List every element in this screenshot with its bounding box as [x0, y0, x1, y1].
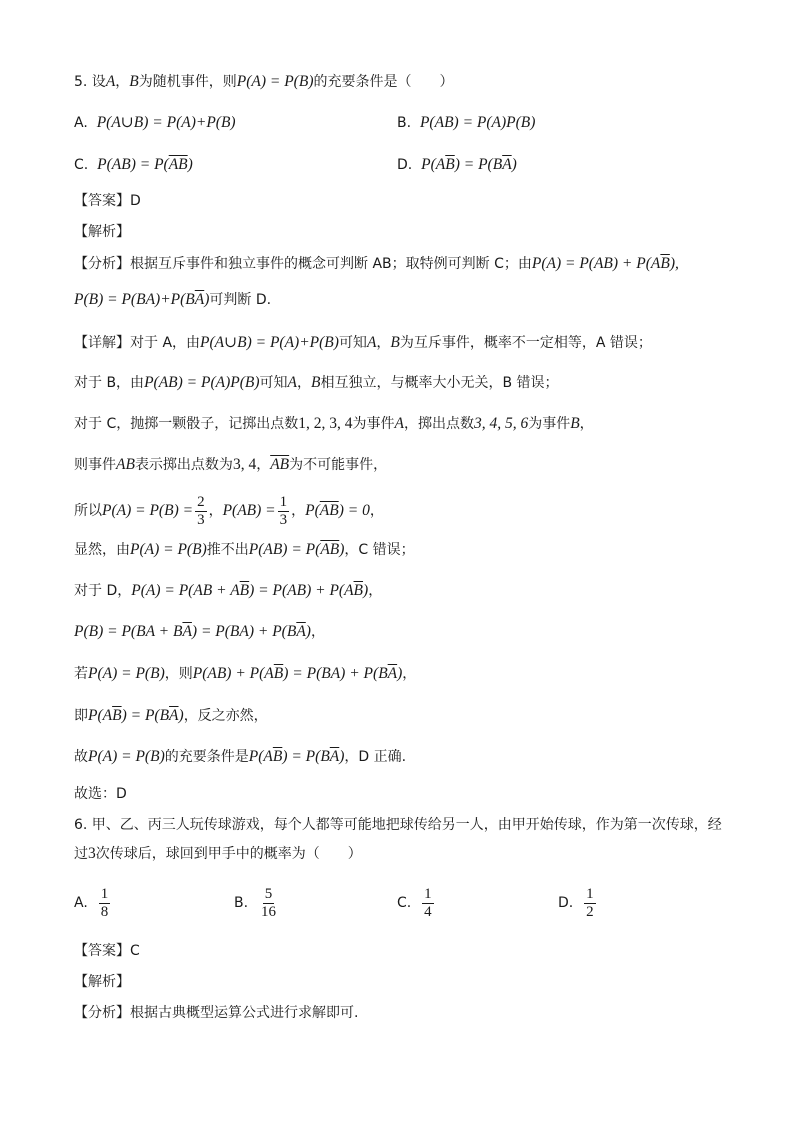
math-var: B [570, 415, 580, 432]
analysis-tag: 【解析】 [74, 224, 130, 240]
answer-tag: 【答案】 [74, 193, 130, 209]
text: 则事件 [74, 457, 116, 473]
q6-analysis-tag [74, 972, 130, 992]
text: ，C 错误； [344, 542, 415, 558]
math-overline: $\overline{B}$ [273, 665, 284, 682]
math-overline: $\overline{B}$ [239, 582, 250, 599]
math-expr: P(A [88, 707, 113, 724]
math-expr: P(A) = P(B) [88, 665, 165, 682]
q5-detail-line7 [74, 581, 382, 601]
q6-stem-text: 6. 甲、乙、丙三人玩传球游戏，每个人都等可能地把球传给另一人，由甲开始传球，作为第一次传球，经 [74, 817, 722, 833]
math-var: A [105, 73, 116, 90]
q5-detail-line6 [74, 540, 415, 560]
q5-detail-line4 [74, 455, 387, 475]
q6-option-b [234, 884, 280, 922]
punct: ， [376, 335, 391, 351]
fraction-numerator: 1 [100, 885, 109, 902]
text: 对于 D， [74, 583, 132, 599]
q6-option-a [74, 884, 112, 922]
q6-answer [74, 941, 140, 961]
math-numbers: 3, 4, 5, 6 [473, 415, 529, 432]
math-number: 3 [88, 845, 96, 862]
analysis-tag: 【解析】 [74, 974, 130, 990]
math-expr: ) = P(BA) + P(B [191, 623, 297, 640]
text: 对于 B，由 [74, 375, 145, 391]
math-overline: $\overline{B}$ [272, 748, 283, 765]
fenxi-tag: 【分析】 [74, 1005, 130, 1021]
text: ，D 正确. [344, 749, 407, 765]
punct: ， [368, 583, 383, 599]
math-var: B [311, 374, 321, 391]
fraction [278, 494, 290, 529]
math-var: B [390, 334, 400, 351]
q6-stem-line1 [74, 815, 722, 835]
answer-value: D [130, 193, 141, 209]
math-var: AB [116, 456, 135, 473]
math-expr: P(A) = P(B) [88, 748, 165, 765]
math-overline: $\overline{A}$ [387, 665, 398, 682]
math-expr: P(AB) = P(A)P(B) [419, 114, 536, 131]
math-expr: P(B) = P(BA)+P(B [74, 291, 195, 308]
q6-option-d [558, 884, 598, 922]
math-expr: ) = P(BA) + P(B [283, 665, 388, 682]
answer-tag: 【答案】 [74, 943, 130, 959]
math-overline: $\overline{AB}$ [319, 502, 339, 519]
math-overline: $\overline{A}$ [182, 623, 192, 640]
math-overline: $\overline{AB}$ [270, 456, 290, 473]
text: 即 [74, 708, 88, 724]
answer-value: C [130, 943, 140, 959]
math-expr: P(A) = P(AB + A [131, 582, 240, 599]
text: 对于 A，由 [130, 335, 201, 351]
punct: ， [297, 375, 311, 391]
q6-stem-line2 [74, 844, 362, 864]
q5-detail-line10 [74, 706, 268, 726]
q5-detail-line11 [74, 747, 406, 767]
math-expr: ) [305, 623, 311, 640]
q5-option-c [74, 155, 193, 175]
fraction-denominator: 16 [260, 903, 276, 920]
math-expr: ) [397, 665, 403, 682]
fraction-denominator: 2 [586, 903, 594, 920]
text: 对于 C，抛掷一颗骰子，记掷出点数 [74, 416, 299, 432]
punct: ， [291, 503, 306, 519]
math-expr: P(A) = P(B) [236, 73, 314, 90]
text: ，反之亦然， [183, 708, 268, 724]
text: 若 [74, 666, 88, 682]
math-expr: P(AB) = [222, 502, 276, 519]
math-overline: $\overline{A}$ [194, 291, 205, 308]
q5-answer [74, 191, 141, 211]
math-var: A [287, 374, 297, 391]
math-var: A [366, 334, 377, 351]
math-expr: P(A [248, 748, 273, 765]
text: 相互独立，与概率大小无关，B 错误； [320, 375, 559, 391]
punct: ， [369, 503, 384, 519]
fraction-numerator: 5 [264, 885, 273, 902]
math-expr: ) = P(AB) + P(A [249, 582, 354, 599]
math-expr: ) = P(B [454, 156, 503, 173]
math-overline: $\overline{AB}$ [168, 156, 188, 173]
math-expr: ) [187, 156, 193, 173]
option-label: A. [74, 115, 88, 131]
math-expr: ) [363, 582, 369, 599]
conclusion-text: 故选：D [74, 786, 127, 802]
text: 表示掷出点数为 [134, 457, 233, 473]
punct: ， [579, 416, 594, 432]
option-label: D. [558, 895, 574, 911]
math-expr: ) = P(B [282, 748, 330, 765]
q5-option-a [74, 113, 236, 133]
detail-tag: 【详解】 [74, 335, 130, 351]
math-overline: $\overline{A}$ [502, 156, 512, 173]
option-label: C. [74, 157, 89, 173]
text: ，则 [164, 666, 193, 682]
math-var: B [129, 73, 139, 90]
fraction [422, 886, 434, 921]
text: 过 [74, 846, 88, 862]
math-expr: P(B) = P(BA + B [74, 623, 183, 640]
math-var: A [394, 415, 404, 432]
q5-detail-line5 [74, 493, 384, 529]
math-expr: ) [339, 541, 345, 558]
fenxi-text: 可判断 D. [209, 292, 272, 308]
fraction [584, 886, 596, 921]
q6-option-c [397, 884, 436, 922]
text: 为事件 [528, 416, 571, 432]
q5-stem-mid: 为随机事件，则 [138, 74, 237, 90]
q5-stem-prefix: 5. 设 [74, 74, 106, 90]
math-expr: P(A∪B) = P(A)+P(B) [96, 114, 236, 131]
math-expr: P( [305, 502, 320, 519]
option-label: C. [397, 895, 412, 911]
math-expr: P(A [421, 156, 446, 173]
math-overline: $\overline{B}$ [660, 255, 670, 272]
math-expr: P(A) = P(AB) + P(A [531, 255, 661, 272]
q5-analysis-tag [74, 222, 130, 242]
math-expr: ) [339, 748, 345, 765]
text: 次传球后，球回到甲手中的概率为（ ） [95, 846, 362, 862]
fenxi-text: 根据古典概型运算公式进行求解即可. [130, 1005, 359, 1021]
math-overline: $\overline{B}$ [353, 582, 364, 599]
q5-stem-suffix: 的充要条件是（ ） [313, 74, 454, 90]
text: 显然，由 [74, 542, 130, 558]
math-expr: ), [669, 255, 679, 272]
text: 的充要条件是 [164, 749, 249, 765]
math-overline: $\overline{B}$ [112, 707, 122, 724]
q5-fenxi-line1 [74, 254, 679, 274]
q5-option-b [397, 113, 535, 133]
math-numbers: 1, 2, 3, 4 [298, 415, 353, 432]
math-expr: P(AB) = P(A)P(B) [144, 374, 260, 391]
math-expr: P(AB) = P( [97, 156, 169, 173]
punct: ， [115, 74, 130, 90]
math-expr: P(A) = P(B) = [102, 502, 194, 519]
option-label: B. [397, 115, 412, 131]
fraction [195, 494, 207, 529]
punct: ， [310, 624, 325, 640]
text: 故 [74, 749, 88, 765]
q5-detail-line2 [74, 373, 559, 393]
q5-option-d [397, 155, 517, 175]
punct: ， [402, 666, 417, 682]
text: 可知 [338, 335, 367, 351]
text: 为事件 [352, 416, 395, 432]
q6-fenxi [74, 1003, 358, 1023]
fenxi-text: 根据互斥事件和独立事件的概念可判断 AB；取特例可判断 C；由 [130, 256, 532, 272]
math-expr: P(A∪B) = P(A)+P(B) [200, 334, 339, 351]
math-expr: ) = 0 [338, 502, 370, 519]
fraction-denominator: 8 [100, 903, 109, 920]
text: 推不出 [206, 542, 249, 558]
q5-fenxi-line2 [74, 290, 271, 310]
option-label: D. [397, 157, 413, 173]
math-overline: $\overline{AB}$ [320, 541, 340, 558]
math-expr: ) = P(B [121, 707, 170, 724]
fraction [99, 886, 111, 921]
q5-detail-line8 [74, 622, 325, 642]
math-overline: $\overline{A}$ [329, 748, 340, 765]
math-numbers: 3, 4 [232, 456, 257, 473]
fraction-numerator: 1 [279, 493, 288, 510]
math-overline: $\overline{A}$ [169, 707, 179, 724]
math-expr: ) [511, 156, 517, 173]
q5-detail-line3 [74, 414, 594, 434]
math-overline: $\overline{A}$ [296, 623, 306, 640]
fenxi-tag: 【分析】 [74, 256, 130, 272]
math-expr: P(AB) = P( [248, 541, 321, 558]
fraction-denominator: 3 [279, 511, 288, 528]
math-expr: P(A) = P(B) [130, 541, 207, 558]
fraction-denominator: 4 [424, 903, 432, 920]
fraction-numerator: 2 [197, 493, 205, 510]
text: 可知 [259, 375, 288, 391]
text: 为不可能事件， [289, 457, 388, 473]
fraction-numerator: 1 [586, 885, 594, 902]
q5-detail-line9 [74, 664, 416, 684]
fraction-numerator: 1 [424, 885, 432, 902]
fraction-denominator: 3 [197, 511, 205, 528]
fraction [259, 886, 278, 921]
text: 所以 [74, 503, 102, 519]
math-expr: P(AB) + P(A [192, 665, 274, 682]
punct: ， [208, 503, 223, 519]
text: 为互斥事件，概率不一定相等，A 错误； [399, 335, 652, 351]
q5-conclusion [74, 784, 127, 804]
option-label: A. [74, 895, 88, 911]
q5-stem [74, 72, 453, 92]
option-label: B. [234, 895, 249, 911]
punct: ， [256, 457, 271, 473]
q5-detail-line1 [74, 333, 652, 353]
math-overline: $\overline{B}$ [445, 156, 455, 173]
math-expr: ) [178, 707, 184, 724]
text: ，掷出点数 [403, 416, 474, 432]
math-expr: ) [204, 291, 210, 308]
